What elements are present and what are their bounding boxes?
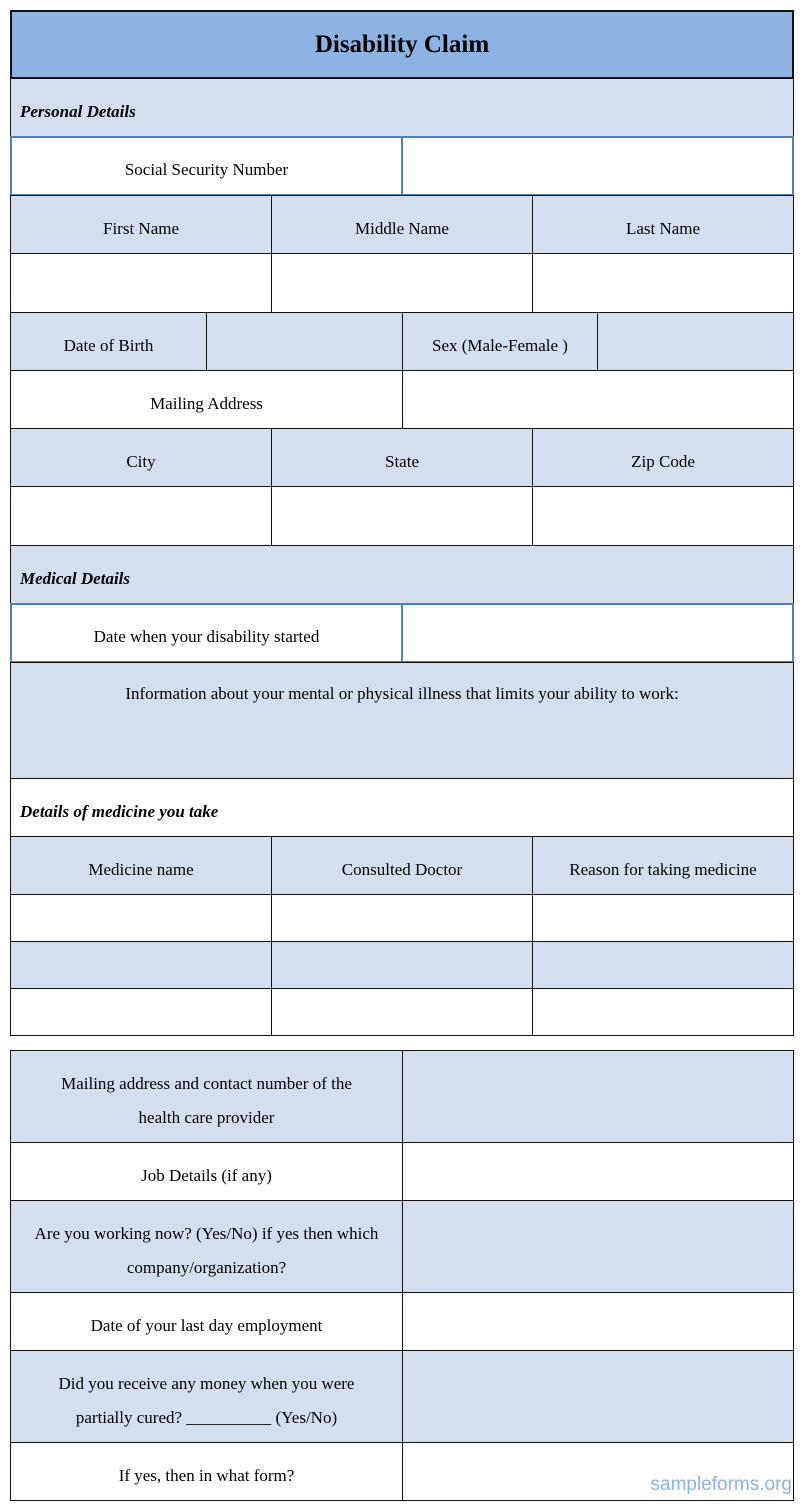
medicine-cell[interactable] (10, 894, 272, 942)
state-field[interactable] (271, 486, 533, 546)
middle-name-label: Middle Name (271, 195, 533, 254)
section-medical-details: Medical Details (10, 545, 794, 604)
sex-field[interactable] (597, 312, 794, 371)
state-label: State (271, 428, 533, 487)
city-label: City (10, 428, 272, 487)
disability-start-field[interactable] (401, 603, 794, 663)
last-name-label: Last Name (532, 195, 794, 254)
illness-info-field[interactable]: Information about your mental or physical illness that limits your ability to work: (10, 662, 794, 779)
working-field[interactable] (402, 1200, 794, 1293)
sex-label: Sex (Male-Female ) (402, 312, 598, 371)
medicine-cell[interactable] (10, 941, 272, 989)
mailing-address-label: Mailing Address (10, 370, 403, 429)
medicine-cell[interactable] (10, 988, 272, 1036)
provider-label: Mailing address and contact number of the health care provider (10, 1050, 403, 1143)
consulted-doctor-header: Consulted Doctor (271, 836, 533, 895)
disability-start-label: Date when your disability started (10, 603, 403, 663)
reason-cell[interactable] (532, 941, 794, 989)
last-name-field[interactable] (532, 253, 794, 313)
job-label: Job Details (if any) (10, 1142, 403, 1201)
job-field[interactable] (402, 1142, 794, 1201)
watermark: sampleforms.org (650, 1474, 792, 1495)
doctor-cell[interactable] (271, 894, 533, 942)
dob-label: Date of Birth (10, 312, 207, 371)
provider-field[interactable] (402, 1050, 794, 1143)
doctor-cell[interactable] (271, 941, 533, 989)
reason-cell[interactable] (532, 988, 794, 1036)
medicine-name-header: Medicine name (10, 836, 272, 895)
zip-label: Zip Code (532, 428, 794, 487)
reason-header: Reason for taking medicine (532, 836, 794, 895)
money-field[interactable] (402, 1350, 794, 1443)
first-name-field[interactable] (10, 253, 272, 313)
ssn-field[interactable] (401, 136, 794, 196)
mailing-address-field[interactable] (402, 370, 794, 429)
section-medicine: Details of medicine you take (10, 778, 794, 837)
money-label: Did you receive any money when you were partially cured? __________ (Yes/No) (10, 1350, 403, 1443)
dob-field[interactable] (206, 312, 403, 371)
doctor-cell[interactable] (271, 988, 533, 1036)
middle-name-field[interactable] (271, 253, 533, 313)
zip-field[interactable] (532, 486, 794, 546)
ssn-label: Social Security Number (10, 136, 403, 196)
form-label: If yes, then in what form? (10, 1442, 403, 1501)
last-day-field[interactable] (402, 1292, 794, 1351)
form-title: Disability Claim (10, 10, 794, 79)
working-label: Are you working now? (Yes/No) if yes then which company/organization? (10, 1200, 403, 1293)
reason-cell[interactable] (532, 894, 794, 942)
last-day-label: Date of your last day employment (10, 1292, 403, 1351)
city-field[interactable] (10, 486, 272, 546)
section-personal-details: Personal Details (10, 78, 794, 137)
first-name-label: First Name (10, 195, 272, 254)
